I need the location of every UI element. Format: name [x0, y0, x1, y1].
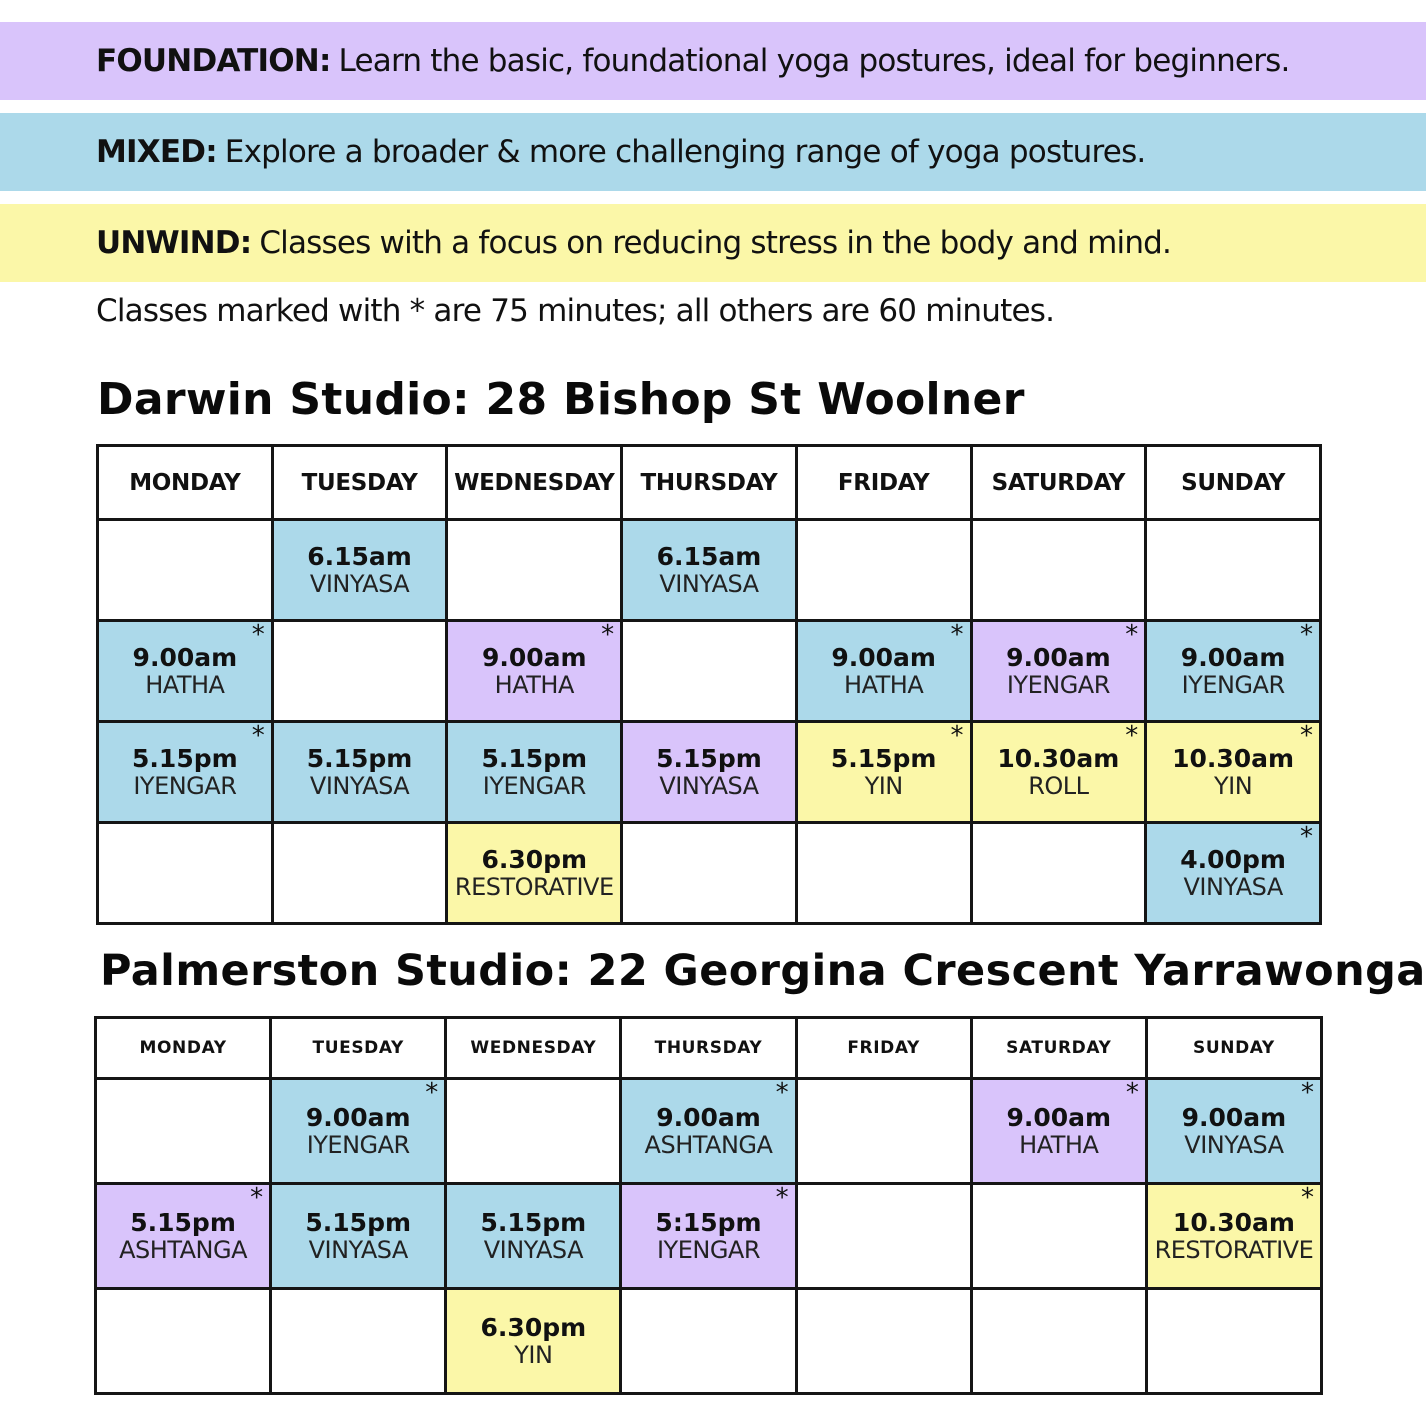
header-row: [98, 446, 1321, 520]
table-row: [96, 1184, 1322, 1289]
class-slot: [98, 621, 273, 722]
legend-unwind-text: Classes with a focus on reducing stress in the body and mind.: [259, 225, 1172, 261]
empty-slot: [622, 621, 797, 722]
empty-slot: [1146, 520, 1321, 621]
darwin-studio-title: Darwin Studio: 28 Bishop St Woolner: [97, 374, 1025, 425]
asterisk-icon: *: [1125, 1078, 1139, 1108]
class-name: IYENGAR: [1006, 671, 1110, 699]
legend-unwind-label: UNWIND:: [96, 225, 252, 261]
day-header-saturday: SATURDAY: [971, 446, 1146, 520]
class-name: IYENGAR: [1181, 671, 1285, 699]
empty-slot: [98, 823, 273, 924]
empty-slot: [622, 823, 797, 924]
legend-foundation-label: FOUNDATION:: [96, 43, 331, 79]
class-name: ASHTANGA: [644, 1131, 773, 1159]
day-header-wednesday: WEDNESDAY: [447, 446, 622, 520]
asterisk-icon: *: [775, 1183, 789, 1213]
class-time: 10.30am: [1172, 1208, 1295, 1237]
asterisk-icon: *: [1301, 1183, 1314, 1213]
class-slot: [621, 1184, 796, 1289]
class-name: YIN: [1214, 772, 1253, 800]
class-name: VINYASA: [308, 1236, 408, 1264]
darwin-timetable: [96, 444, 1322, 925]
class-time: 5.15pm: [656, 744, 762, 773]
class-time: 6.15am: [656, 542, 762, 571]
class-name: IYENGAR: [656, 1236, 761, 1264]
asterisk-icon: *: [601, 620, 615, 650]
empty-slot: [1146, 1289, 1321, 1394]
class-name: ASHTANGA: [119, 1236, 248, 1264]
empty-slot: [796, 1079, 971, 1184]
empty-slot: [98, 520, 273, 621]
day-header-thursday: THURSDAY: [621, 1018, 796, 1079]
class-name: VINYASA: [309, 772, 410, 800]
asterisk-icon: *: [1300, 822, 1313, 852]
asterisk-icon: *: [1300, 721, 1313, 751]
class-time: 5.15pm: [132, 744, 238, 773]
class-slot: [447, 722, 622, 823]
table-row: [96, 1289, 1322, 1394]
empty-slot: [271, 1289, 446, 1394]
empty-slot: [272, 621, 447, 722]
empty-slot: [96, 1289, 271, 1394]
empty-slot: [96, 1079, 271, 1184]
class-slot: [971, 1079, 1146, 1184]
day-header-thursday: THURSDAY: [622, 446, 797, 520]
class-slot: [271, 1079, 446, 1184]
class-name: VINYASA: [659, 570, 759, 598]
class-name: HATHA: [494, 671, 574, 699]
day-header-monday: MONDAY: [96, 1018, 271, 1079]
empty-slot: [971, 1184, 1146, 1289]
asterisk-icon: *: [251, 620, 265, 650]
class-time: 10.30am: [1172, 744, 1295, 773]
class-time: 9.00am: [132, 643, 238, 672]
class-name: RESTORATIVE: [454, 873, 614, 901]
class-time: 6.15am: [307, 542, 412, 571]
class-slot: [98, 722, 273, 823]
class-slot: [796, 621, 971, 722]
class-time: 10.30am: [997, 744, 1120, 773]
class-name: HATHA: [1019, 1131, 1099, 1159]
legend-foundation-text: Learn the basic, foundational yoga postures, ideal for beginners.: [338, 43, 1290, 79]
class-time: 5.15pm: [306, 744, 413, 773]
class-slot: [272, 722, 447, 823]
asterisk-icon: *: [950, 620, 964, 650]
class-name: HATHA: [844, 671, 924, 699]
day-header-sunday: SUNDAY: [1146, 1018, 1321, 1079]
table-row: [96, 1079, 1322, 1184]
asterisk-icon: *: [251, 721, 265, 751]
class-time: 9.00am: [1006, 1103, 1112, 1132]
class-slot: [971, 722, 1146, 823]
class-slot: [447, 621, 622, 722]
legend-mixed-label: MIXED:: [96, 134, 217, 170]
table-row: [98, 520, 1321, 621]
class-time: 9.00am: [1181, 1103, 1287, 1132]
class-slot: [622, 722, 797, 823]
class-name: RESTORATIVE: [1154, 1236, 1314, 1264]
class-time: 5.15pm: [130, 1208, 236, 1237]
legend-mixed: [0, 113, 1426, 191]
class-name: VINYASA: [659, 772, 759, 800]
class-name: IYENGAR: [482, 772, 586, 800]
class-slot: [272, 520, 447, 621]
class-time: 9.00am: [1180, 643, 1286, 672]
class-time: 5.15pm: [481, 744, 588, 773]
legend-foundation: [0, 22, 1426, 100]
day-header-friday: FRIDAY: [796, 1018, 971, 1079]
class-slot: [1146, 823, 1321, 924]
class-slot: [621, 1079, 796, 1184]
class-time: 5:15pm: [655, 1208, 762, 1237]
class-slot: [796, 722, 971, 823]
class-slot: [1146, 722, 1321, 823]
class-time: 9.00am: [831, 643, 936, 672]
day-header-tuesday: TUESDAY: [271, 1018, 446, 1079]
duration-note: Classes marked with * are 75 minutes; all others are 60 minutes.: [96, 293, 1055, 329]
empty-slot: [796, 1184, 971, 1289]
empty-slot: [796, 520, 971, 621]
class-time: 6.30pm: [481, 845, 588, 874]
day-header-tuesday: TUESDAY: [272, 446, 447, 520]
class-slot: [1146, 1184, 1321, 1289]
class-slot: [446, 1184, 621, 1289]
class-time: 9.00am: [481, 643, 587, 672]
class-time: 6.30pm: [480, 1313, 587, 1342]
empty-slot: [971, 823, 1146, 924]
asterisk-icon: *: [1125, 721, 1139, 751]
table-row: [98, 823, 1321, 924]
class-name: ROLL: [1028, 772, 1089, 800]
empty-slot: [796, 1289, 971, 1394]
empty-slot: [971, 520, 1146, 621]
class-slot: [271, 1184, 446, 1289]
asterisk-icon: *: [950, 721, 964, 751]
day-header-sunday: SUNDAY: [1146, 446, 1321, 520]
empty-slot: [272, 823, 447, 924]
day-header-friday: FRIDAY: [796, 446, 971, 520]
class-slot: [1146, 621, 1321, 722]
class-slot: [446, 1289, 621, 1394]
class-name: YIN: [514, 1341, 553, 1369]
asterisk-icon: *: [1125, 620, 1139, 650]
legend-unwind: [0, 204, 1426, 282]
class-name: VINYASA: [483, 1236, 583, 1264]
day-header-monday: MONDAY: [98, 446, 273, 520]
class-slot: [447, 823, 622, 924]
class-time: 5.15pm: [830, 744, 937, 773]
empty-slot: [621, 1289, 796, 1394]
empty-slot: [447, 520, 622, 621]
class-time: 4.00pm: [1180, 845, 1286, 874]
class-time: 9.00am: [1006, 643, 1111, 672]
asterisk-icon: *: [250, 1183, 264, 1213]
asterisk-icon: *: [775, 1078, 789, 1108]
table-row: [98, 621, 1321, 722]
class-name: VINYASA: [309, 570, 410, 598]
class-time: 9.00am: [305, 1103, 411, 1132]
class-time: 5.15pm: [305, 1208, 412, 1237]
class-slot: [622, 520, 797, 621]
table-row: [98, 722, 1321, 823]
palmerston-studio-title: Palmerston Studio: 22 Georgina Crescent Yarrawonga: [100, 946, 1426, 996]
class-slot: [971, 621, 1146, 722]
asterisk-icon: *: [1301, 1078, 1314, 1108]
class-name: VINYASA: [1184, 1131, 1284, 1159]
class-name: IYENGAR: [133, 772, 237, 800]
class-time: 5.15pm: [480, 1208, 587, 1237]
class-time: 9.00am: [656, 1103, 761, 1132]
class-slot: [96, 1184, 271, 1289]
class-name: VINYASA: [1183, 873, 1283, 901]
asterisk-icon: *: [425, 1078, 439, 1108]
class-name: IYENGAR: [306, 1131, 410, 1159]
empty-slot: [796, 823, 971, 924]
day-header-wednesday: WEDNESDAY: [446, 1018, 621, 1079]
class-slot: [1146, 1079, 1321, 1184]
class-name: YIN: [864, 772, 903, 800]
empty-slot: [446, 1079, 621, 1184]
class-name: HATHA: [145, 671, 225, 699]
header-row: [96, 1018, 1322, 1079]
day-header-saturday: SATURDAY: [971, 1018, 1146, 1079]
legend-mixed-text: Explore a broader & more challenging range of yoga postures.: [224, 134, 1146, 170]
palmerston-timetable: [94, 1016, 1323, 1395]
empty-slot: [971, 1289, 1146, 1394]
asterisk-icon: *: [1300, 620, 1313, 650]
